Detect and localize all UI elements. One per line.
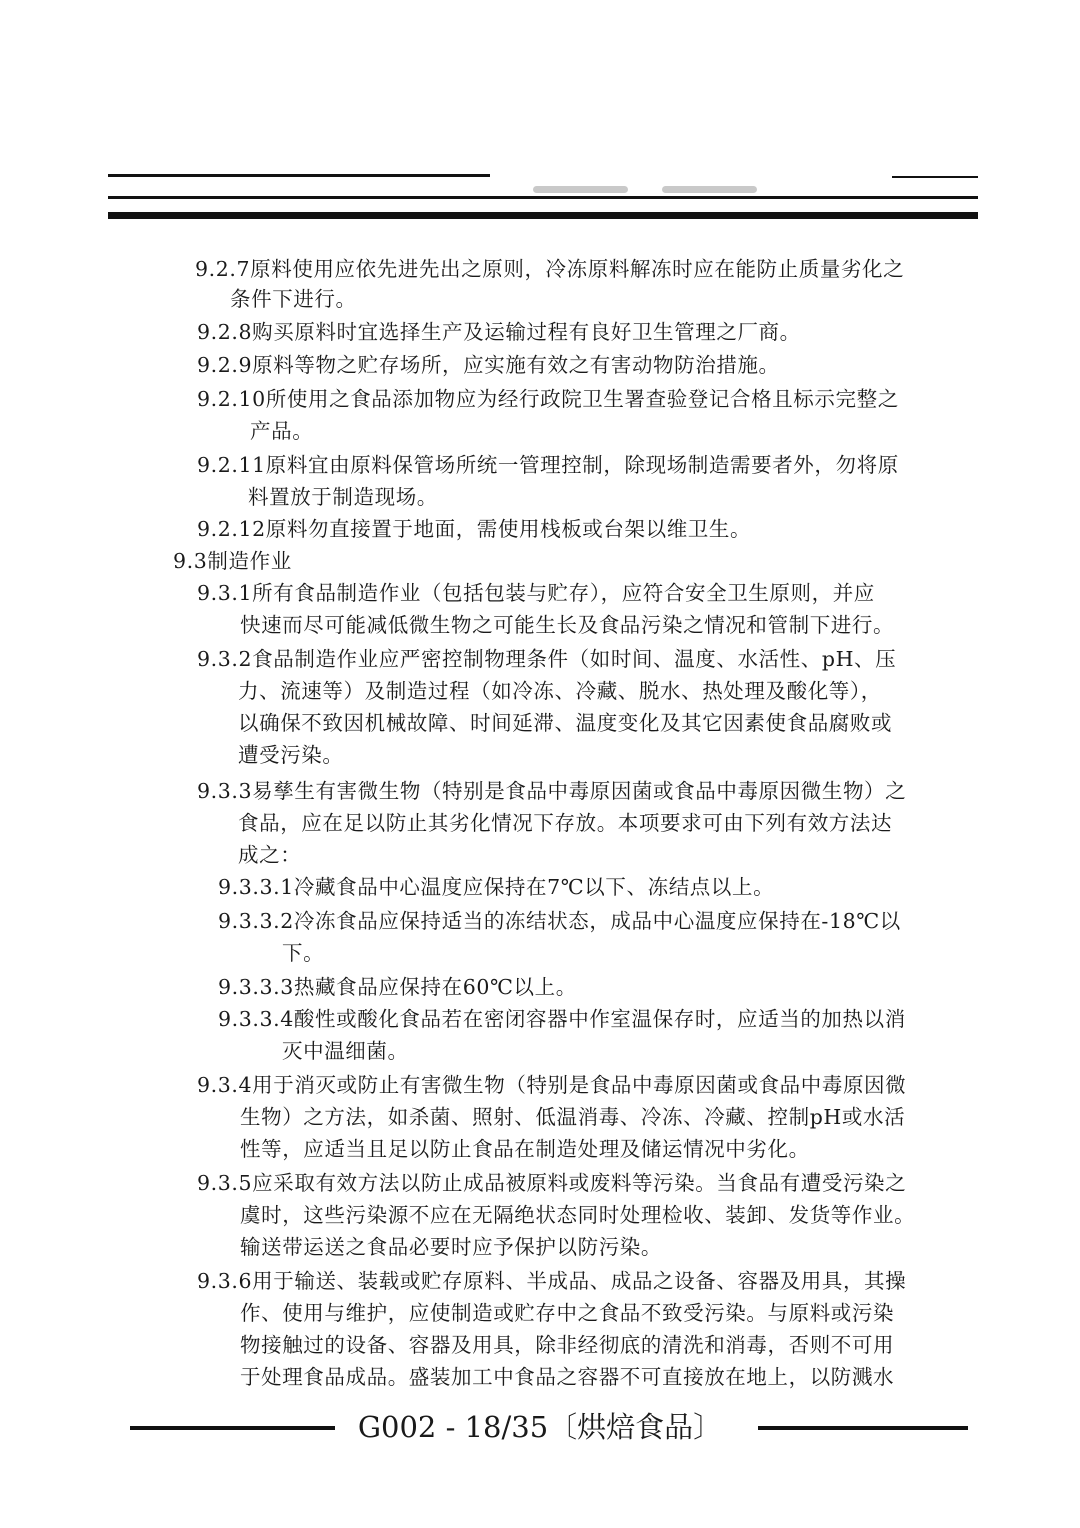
text-line: 9.3.3.3热藏食品应保持在60℃以上。 [218, 975, 577, 999]
text-line: 灭中温细菌。 [282, 1039, 409, 1063]
text-line: 9.2.8购买原料时宜选择生产及运输过程有良好卫生管理之厂商。 [197, 320, 801, 344]
text-line: 9.3.6用于输送、装载或贮存原料、半成品、成品之设备、容器及用具，其操 [197, 1269, 907, 1293]
header-smudge-1 [533, 186, 628, 193]
text-line: 下。 [282, 941, 325, 965]
text-line: 9.2.11原料宜由原料保管场所统一管理控制，除现场制造需要者外，勿将原 [197, 453, 899, 477]
text-line: 物接触过的设备、容器及用具，除非经彻底的清洗和消毒，否则不可用 [240, 1333, 895, 1357]
header-rule-thick [108, 212, 978, 219]
text-line: 9.3.2食品制造作业应严密控制物理条件（如时间、温度、水活性、pH、压 [197, 647, 897, 671]
text-line: 产品。 [250, 419, 314, 443]
text-line: 性等，应适当且足以防止食品在制造处理及储运情况中劣化。 [240, 1137, 810, 1161]
text-line: 9.3.3.2冷冻食品应保持适当的冻结状态，成品中心温度应保持在-18℃以 [218, 909, 901, 933]
text-line: 遭受污染。 [238, 743, 344, 767]
text-line: 9.3.1所有食品制造作业（包括包装与贮存），应符合安全卫生原则，并应 [197, 581, 875, 605]
text-line: 9.3.3易孳生有害微生物（特别是食品中毒原因菌或食品中毒原因微生物）之 [197, 779, 907, 803]
text-line: 9.3.5应采取有效方法以防止成品被原料或废料等污染。当食品有遭受污染之 [197, 1171, 907, 1195]
text-line: 9.3.4用于消灭或防止有害微生物（特别是食品中毒原因菌或食品中毒原因微 [197, 1073, 907, 1097]
text-line: 料置放于制造现场。 [248, 485, 438, 509]
header-rule-middle [108, 196, 978, 199]
section-heading: 9.3制造作业 [173, 549, 292, 573]
page-number: G002 - 18/35 [357, 1410, 549, 1444]
text-line: 虞时，这些污染源不应在无隔绝状态同时处理检收、装卸、发货等作业。 [240, 1203, 916, 1227]
text-line: 力、流速等）及制造过程（如冷冻、冷藏、脱水、热处理及酸化等）， [238, 679, 882, 703]
text-line: 9.3.3.1冷藏食品中心温度应保持在7℃以下、冻结点以上。 [218, 875, 775, 899]
text-line: 9.2.9原料等物之贮存场所，应实施有效之有害动物防治措施。 [197, 353, 780, 377]
page-footer [0, 1405, 1080, 1446]
text-line: 作、使用与维护，应使制造或贮存中之食品不致受污染。与原料或污染 [240, 1301, 895, 1325]
text-line: 9.2.7原料使用应依先进先出之原则，冷冻原料解冻时应在能防止质量劣化之 [195, 257, 905, 281]
header-smudge-2 [662, 186, 757, 193]
text-line: 9.3.3.4酸性或酸化食品若在密闭容器中作室温保存时，应适当的加热以消 [218, 1007, 906, 1031]
text-line: 以确保不致因机械故障、时间延滞、温度变化及其它因素使食品腐败或 [238, 711, 893, 735]
text-line: 生物）之方法，如杀菌、照射、低温消毒、冷冻、冷藏、控制pH或水活 [240, 1105, 906, 1129]
text-line: 9.2.12原料勿直接置于地面，需使用栈板或台架以维卫生。 [197, 517, 752, 541]
header-rule-top-right [892, 176, 978, 178]
text-line: 食品，应在足以防止其劣化情况下存放。本项要求可由下列有效方法达 [238, 811, 893, 835]
document-category: 〔烘焙食品〕 [548, 1410, 723, 1444]
text-line: 输送带运送之食品必要时应予保护以防污染。 [240, 1235, 662, 1259]
text-line: 9.2.10所使用之食品添加物应为经行政院卫生署查验登记合格且标示完整之 [197, 387, 899, 411]
text-line: 条件下进行。 [230, 287, 357, 311]
text-line: 快速而尽可能减低微生物之可能生长及食品污染之情况和管制下进行。 [240, 613, 895, 637]
header-rule-top-left [108, 174, 490, 177]
text-line: 成之： [238, 843, 302, 867]
text-line: 于处理食品成品。盛装加工中食品之容器不可直接放在地上，以防溅水 [240, 1365, 895, 1389]
